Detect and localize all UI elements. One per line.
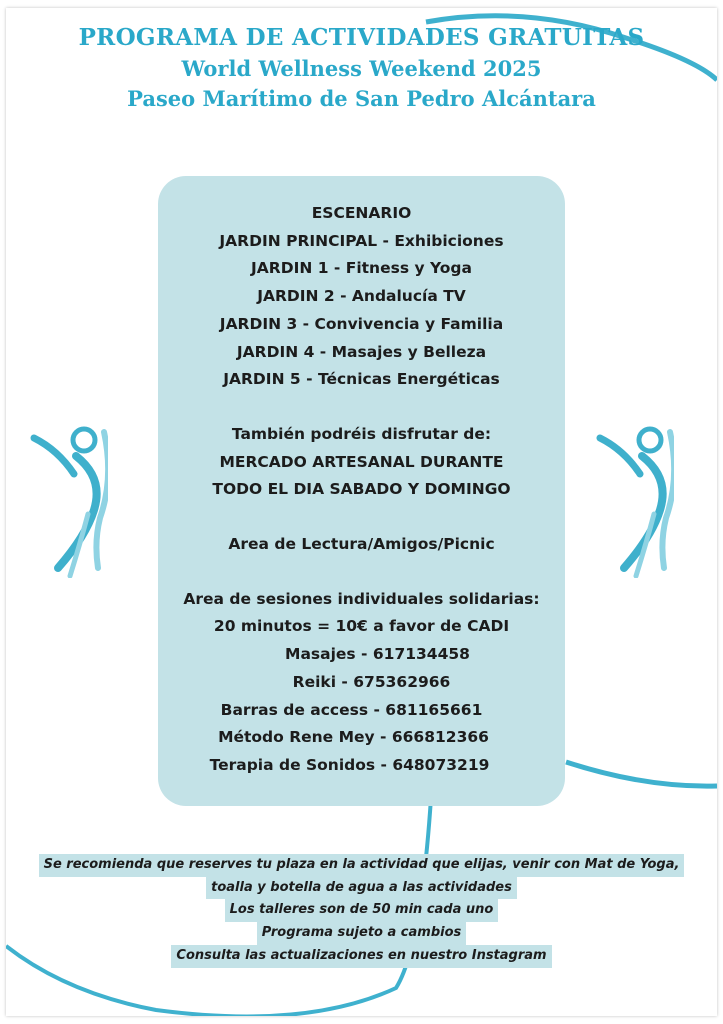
garden-item: JARDIN 3 - Convivencia y Familia: [219, 314, 504, 333]
session-item: Terapia de Sonidos - 648073219: [209, 755, 490, 774]
garden-item: JARDIN 1 - Fitness y Yoga: [251, 259, 472, 278]
garden-item: JARDIN PRINCIPAL - Exhibiciones: [219, 231, 504, 250]
extra-intro: También podréis disfrutar de:: [231, 424, 492, 443]
dancing-figure-icon-left: [28, 418, 108, 578]
event-name: World Wellness Weekend 2025: [181, 56, 542, 81]
page-title: PROGRAMA DE ACTIVIDADES GRATUITAS: [78, 24, 645, 51]
note-line: Consulta las actualizaciones en nuestro Instagram: [171, 945, 551, 968]
swirl-right: [566, 762, 717, 786]
session-item: Método Rene Mey - 666812366: [218, 728, 489, 747]
dancing-figure-icon-right: [594, 418, 674, 578]
solidarity-title: Area de sesiones individuales solidarias:: [183, 589, 540, 608]
session-item: Masajes - 617134458: [285, 645, 470, 664]
garden-item: JARDIN 4 - Masajes y Belleza: [236, 342, 487, 361]
solidarity-price: 20 minutos = 10€ a favor de CADI: [213, 617, 510, 636]
market-line: MERCADO ARTESANAL DURANTE: [219, 452, 504, 471]
session-item: Reiki - 675362966: [292, 672, 451, 691]
note-line: Programa sujeto a cambios: [257, 922, 467, 945]
garden-item: JARDIN 2 - Andalucía TV: [257, 287, 466, 306]
note-line: toalla y botella de agua a las actividades: [206, 877, 517, 900]
market-line: TODO EL DIA SABADO Y DOMINGO: [212, 480, 511, 499]
poster: [6, 8, 717, 1016]
event-location: Paseo Marítimo de San Pedro Alcántara: [127, 86, 596, 111]
garden-item: JARDIN 5 - Técnicas Energéticas: [223, 370, 500, 389]
note-line: Los talleres son de 50 min cada uno: [225, 899, 499, 922]
schedule-card: [158, 176, 565, 806]
footer-notes: [6, 854, 717, 968]
stage-heading: ESCENARIO: [311, 204, 412, 222]
session-item: Barras de access - 681165661: [220, 700, 483, 719]
note-line: Se recomienda que reserves tu plaza en la actividad que elijas, venir con Mat de Yoga,: [39, 854, 685, 877]
header: [6, 22, 717, 114]
reading-area: Area de Lectura/Amigos/Picnic: [228, 535, 495, 554]
